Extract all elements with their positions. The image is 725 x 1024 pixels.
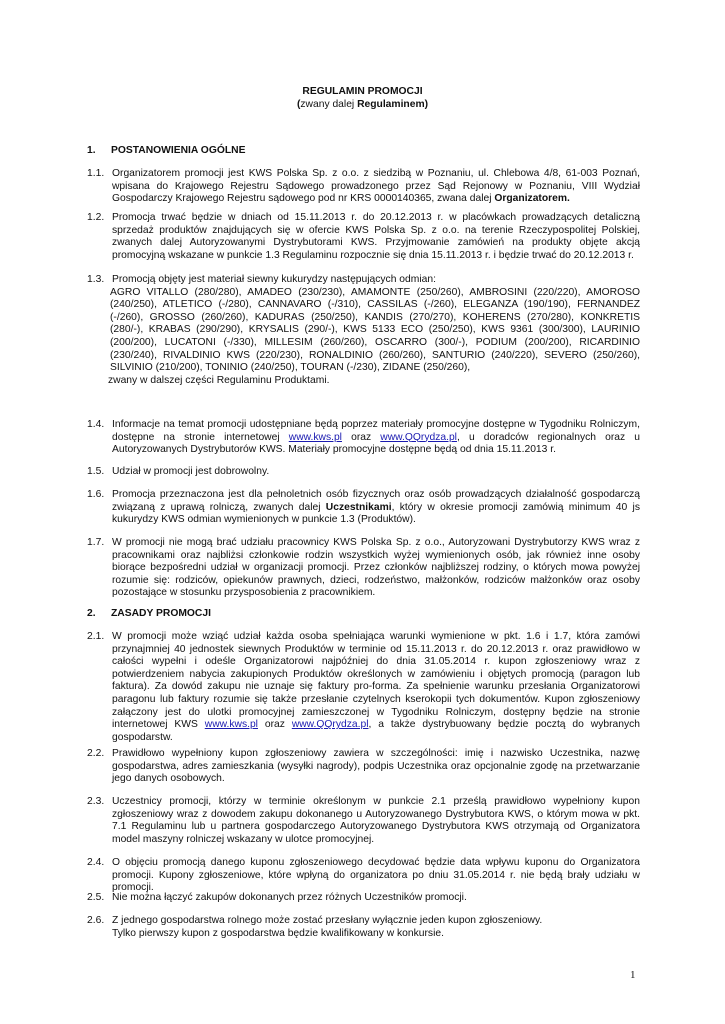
kws-link[interactable]: www.kws.pl [204, 719, 258, 731]
paragraph-1-1: 1.1. Organizatorem promocji jest KWS Polska Sp. z o.o. z siedzibą w Poznaniu, ul. Chlebowa 4/8, 61-003 Poznań, wpisana do Krajowego Rejestru Sądowego prowadzonego przez Sąd Rejonowy w Poznaniu, VIII Wydział Gospodarczy Krajowego Rejestru sądowego pod nr KRS 0000140365, zwana dalej Organizatorem. [87, 168, 640, 205]
section-2-heading: 2. ZASADY PROMOCJI [87, 608, 211, 619]
document-subtitle: (zwany dalej Regulaminem) [296, 99, 429, 110]
kws-link[interactable]: www.kws.pl [288, 431, 342, 443]
paragraph-1-7: 1.7. W promocji nie mogą brać udziału pracownicy KWS Polska Sp. z o.o., Autoryzowani Dystrybutorzy KWS wraz z pracownikami oraz najbliżsi członkowie rodzin wszystkich wyżej wymienionych osób, jak również inne osoby biorące bezpośredni udział w organizacji promocji. Przez członków najbliższej rodziny, o których mowa powyżej rozumie się: rodziców, opiekunów prawnych, dzieci, rodzeństwo, małżonków, rodziców małżonków oraz osoby pozostające w stosunku przysposobienia z pracownikiem. [87, 537, 640, 599]
paragraph-1-2: 1.2. Promocja trwać będzie w dniach od 15.11.2013 r. do 20.12.2013 r. w placówkach prowadzących detaliczną sprzedaż produktów znajdujących się w ofercie KWS Polska Sp. z o.o. na terenie Rzeczypospolitej Polskiej, zwanych dalej Autoryzowanymi Dystrybutorami KWS. Przyjmowanie zamówień na produkty objęte akcją promocyjną wskazane w punkcie 1.3 Regulaminu rozpocznie się dnia 15.11.2013 r. i będzie trwać do 20.12.2013 r. [87, 212, 640, 261]
paragraph-1-6: 1.6. Promocja przeznaczona jest dla pełnoletnich osób fizycznych oraz osób prowadzących działalność gospodarczą związaną z uprawą rolniczą, zwanych dalej Uczestnikami, który w okresie promocji zamówią minimum 40 js kukurydzy KWS odmian wymienionych w punkcie 1.3 (Produktów). [87, 489, 640, 526]
paragraph-2-1: 2.1. W promocji może wziąć udział każda osoba spełniająca warunki wymienione w pkt. 1.6 i 1.7, która zamówi przynajmniej 40 jednostek siewnych Produktów w terminie od 15.11.2013 r. do 20.12.2013 r. oraz prawidłowo w całości wypełni i odeśle Organizatorowi najpóźniej do dnia 31.05.2014 r. kupon zgłoszeniowy wraz z potwierdzeniem nabycia zakupionych Produktów określonych w zamówieniu i objętych promocją (paragon lub faktura). Za dowód zakupu nie uznaje się faktury pro-forma. Za spełnienie warunku przesłania Organizatorowi paragonu lub faktury rozumie się także przesłanie czytelnych kserokopii tych dokumentów. Kupon zgłoszeniowy załączony jest do ulotki promocyjnej zamieszczonej w Tygodniku Rolniczym, dostępny będzie na stronie internetowej KWS www.kws.pl oraz www.QQrydza.pl, a także dystrybuowany będzie pocztą do wybranych gospodarstw. [87, 631, 640, 743]
variety-list: AGRO VITALLO (280/280), AMADEO (230/230), AMAMONTE (250/260), AMBROSINI (220/220), AMOROSO (240/250), ATLETICO (-/280), CANNAVARO (-/310), CASSILAS (-/260), ELEGANZA (190/190), FERNANDEZ (-/260), GROSSO (260/260), KADURAS (250/250), KANDIS (270/270), KOHERENS (270/280), KONKRETIS (280/-), KRABAS (290/290), KRYSALIS (290/-), KWS 5133 ECO (250/250), KWS 9361 (300/300), LAURINIO (200/200), LUCATONI (-/330), MILLESIM (260/260), OSCARRO (300/-), PODIUM (200/200), RICARDINIO (230/240), RIVALDINIO KWS (220/230), RONALDINIO (260/260), SANTURIO (240/220), SEVERO (250/260), SILVINIO (210/200), TONINIO (240/250), TOURAN (-/230), ZIDANE (250/260), [110, 286, 640, 374]
paragraph-2-5: 2.5. Nie można łączyć zakupów dokonanych przez różnych Uczestników promocji. [87, 892, 467, 903]
page-number: 1 [630, 969, 636, 981]
paragraph-1-4: 1.4. Informacje na temat promocji udostępniane będą poprzez materiały promocyjne dostępne w Tygodniku Rolniczym, dostępne na stronie internetowej www.kws.pl oraz www.QQrydza.pl, u doradców regionalnych oraz u Autoryzowanych Dystrybutorów KWS. Materiały promocyjne dostępne będą od dnia 15.11.2013 r. [87, 419, 640, 456]
paragraph-1-5: 1.5. Udział w promocji jest dobrowolny. [87, 466, 270, 477]
paragraph-2-4: 2.4. O objęciu promocją danego kuponu zgłoszeniowego decydować będzie data wpływu kuponu do Organizatora promocji. Kupony zgłoszeniowe, które wpłyną do organizatora po dniu 31.05.2014 r. nie będą brały udziału w promocji. [87, 857, 640, 894]
section-1-heading: 1. POSTANOWIENIA OGÓLNE [87, 145, 246, 156]
paragraph-2-6: 2.6. Z jednego gospodarstwa rolnego może zostać przesłany wyłącznie jeden kupon zgłoszeniowy. Tylko pierwszy kupon z gospodarstwa będzie kwalifikowany w konkursie. [87, 915, 543, 939]
paragraph-2-2: 2.2. Prawidłowo wypełniony kupon zgłoszeniowy zawiera w szczególności: imię i nazwisko Uczestnika, nazwę gospodarstwa, adres zamieszkania (wysyłki nagrody), podpis Uczestnika oraz opcjonalnie zgodę na przetwarzanie jego danych osobowych. [87, 748, 640, 785]
document-title-block [0, 85, 725, 111]
document-title: REGULAMIN PROMOCJI [302, 86, 423, 97]
paragraph-1-3: 1.3. Promocją objęty jest materiał siewny kukurydzy następujących odmian: AGRO VITALLO (280/280), AMADEO (230/230), AMAMONTE (250/260), AMBROSINI (220/220), AMOROSO (240/250), ATLETICO (-/280), CANNAVARO (-/310), CASSILAS (-/260), ELEGANZA (190/190), FERNANDEZ (-/260), GROSSO (260/260), KADURAS (250/250), KANDIS (270/270), KOHERENS (270/280), KONKRETIS (280/-), KRABAS (290/290), KRYSALIS (290/-), KWS 5133 ECO (250/250), KWS 9361 (300/300), LAURINIO (200/200), LUCATONI (-/330), MILLESIM (260/260), OSCARRO (300/-), PODIUM (200/200), RICARDINIO (230/240), RIVALDINIO KWS (220/230), RONALDINIO (260/260), SANTURIO (240/220), SEVERO (250/260), SILVINIO (210/200), TONINIO (240/250), TOURAN (-/230), ZIDANE (250/260), zwany w dalszej części Regulaminu Produktami. [87, 274, 640, 386]
qqrydza-link[interactable]: www.QQrydza.pl [291, 719, 369, 731]
qqrydza-link[interactable]: www.QQrydza.pl [380, 431, 457, 443]
paragraph-2-3: 2.3. Uczestnicy promocji, którzy w terminie określonym w punkcie 2.1 prześlą prawidłowo wypełniony kupon zgłoszeniowy wraz z dowodem zakupu dokonanego u Autoryzowanego Dystrybutora KWS, o którym mowa w pkt. 7.1 Regulaminu lub u partnera gospodarczego Autoryzowanego Dystrybutora KWS otrzymają od Organizatora model maszyny rolniczej wskazany w ulotce promocyjnej. [87, 796, 640, 845]
